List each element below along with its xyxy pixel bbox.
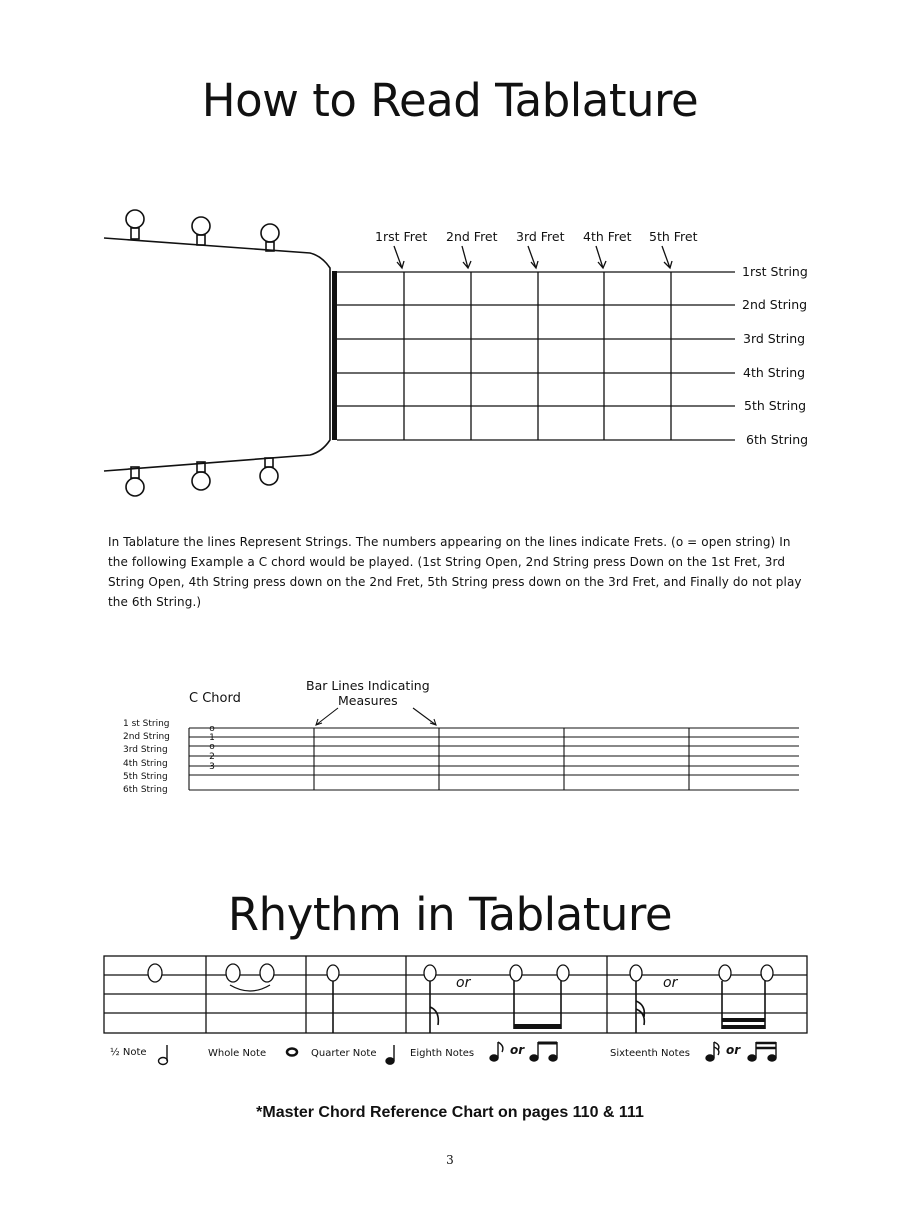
fret-number: 1 [209,733,215,743]
note-head [327,965,339,981]
tab-string-label: 1 st String [123,719,170,729]
or-label: or [456,975,471,991]
note-head [148,964,162,982]
note-head [719,965,731,981]
string-label: 3rd String [743,331,806,346]
headstock-outline [104,238,330,471]
note-head [761,965,773,981]
tab-string-label: 6th String [123,785,168,795]
string-label: 5th String [744,398,807,413]
note-head [226,964,240,982]
flag-icon [430,1007,438,1025]
c-chord-tab-example [0,670,900,810]
legend-half-note: ½ Note [110,1047,147,1058]
half-note-icon [159,1058,168,1065]
master-chord-reference-note: *Master Chord Reference Chart on pages 110 & 111 [256,1104,644,1121]
string-label: 2nd String [742,297,808,312]
nut [332,271,337,440]
tuning-peg-icon [261,224,279,242]
fret-label: 2nd Fret [446,229,498,244]
legend-eighth-notes: Eighth Notes [410,1048,475,1059]
tab-string-label: 4th String [123,759,168,769]
fret-number: 2 [209,752,215,762]
arrow-icon [316,708,338,725]
tuning-peg-icon [131,228,139,239]
string-label: 6th String [746,432,809,447]
legend-whole-note: Whole Note [208,1048,267,1059]
sixteenth-note-icon [706,1055,714,1061]
beamed-sixteenths-icon [748,1055,756,1061]
fret-number: o [209,724,215,734]
note-head [510,965,522,981]
note-head [260,964,274,982]
arrow-icon [662,246,672,268]
chord-label: C Chord [189,691,241,706]
or-label: or [663,975,678,991]
beam [722,1018,765,1022]
fret-number: 3 [209,762,215,772]
note-head [424,965,436,981]
beamed-eighths-icon [530,1055,538,1061]
beam [722,1025,765,1029]
fret-label: 1rst Fret [375,229,428,244]
tab-string-label: 2nd String [123,732,170,742]
fret-label: 4th Fret [583,229,632,244]
or-label: or [510,1043,525,1057]
fretboard-diagram [0,0,900,520]
legend-sixteenth-notes: Sixteenth Notes [610,1048,690,1059]
string-label: 1rst String [742,264,808,279]
arrow-icon [462,246,471,268]
beam [514,1024,561,1029]
eighth-note-icon [490,1055,498,1061]
page-number: 3 [446,1153,454,1167]
tuning-peg-icon [265,458,273,467]
tie-icon [230,985,270,991]
tuning-peg-icon [192,217,210,235]
section-title: Rhythm in Tablature [227,888,673,941]
or-label: or [726,1043,741,1057]
beamed-eighths-icon [549,1055,557,1061]
rhythm-legend [0,1036,900,1076]
barline-label: Measures [338,693,398,708]
fret-label: 5th Fret [649,229,698,244]
whole-note-icon [287,1049,297,1056]
intro-paragraph: In Tablature the lines Represent Strings. The numbers appearing on the lines indicate Frets. (o = open string) In the following Example a C chord would be played. (1st String Open, 2nd String press Down on the 1st Fret, 3rd String Open, 4th String press down on the 2nd Fret, 5th String press down on the 3rd Fret, and Finally do not play the 6th String.) [108,535,802,609]
note-head [557,965,569,981]
tab-string-label: 5th String [123,772,168,782]
legend-quarter-note: Quarter Note [311,1048,377,1059]
fret-label: 3rd Fret [516,229,565,244]
tuning-peg-icon [260,467,278,485]
arrow-icon [413,708,436,725]
tuning-peg-icon [197,235,205,245]
quarter-note-icon [386,1058,394,1064]
page-title: How to Read Tablature [201,74,699,127]
tuning-peg-icon [126,478,144,496]
tuning-peg-icon [192,472,210,490]
arrow-icon [596,246,606,268]
fret-number: o [209,742,215,752]
beamed-sixteenths-icon [768,1055,776,1061]
arrow-icon [394,246,404,268]
tuning-peg-icon [126,210,144,228]
eighth-note-icon [498,1042,503,1052]
barline-label: Bar Lines Indicating [306,678,430,693]
note-head [630,965,642,981]
arrow-icon [528,246,538,268]
flag-icon [636,1009,644,1025]
string-label: 4th String [743,365,806,380]
tab-string-label: 3rd String [123,745,168,755]
